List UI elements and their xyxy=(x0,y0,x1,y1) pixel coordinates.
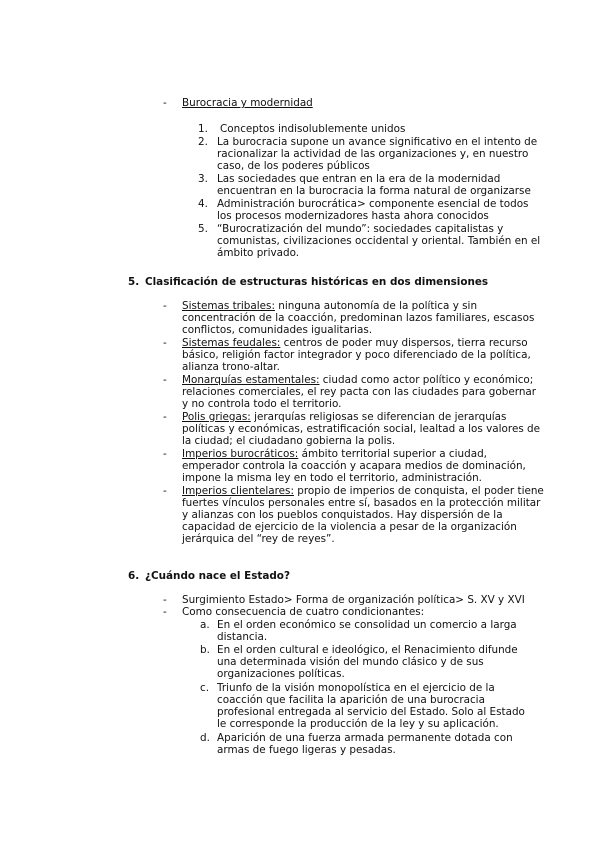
list-letter: c. xyxy=(200,682,210,694)
list-item-text: conflictos, comunidades igualitarias. xyxy=(182,324,373,336)
section-title-estado: ¿Cuándo nace el Estado? xyxy=(145,570,290,582)
list-item-text: “Burocratización del mundo”: sociedades capitalistas y xyxy=(217,223,504,235)
list-item: Monarquías estamentales: ciudad como actor político y económico; xyxy=(182,374,534,386)
list-item-text: la ciudad; el ciudadano gobierna la polis. xyxy=(182,435,396,447)
list-number: 1. xyxy=(198,123,208,135)
list-item: Polis griegas: jerarquías religiosas se diferencian de jerarquías xyxy=(182,411,507,423)
list-number: 4. xyxy=(198,198,208,210)
list-item-text: distancia. xyxy=(217,631,268,643)
list-item-text: básico, religión factor integrador y poco diferenciado de la política, xyxy=(182,349,531,361)
list-item-text: caso, de los poderes públicos xyxy=(217,160,370,172)
list-item-text: Triunfo de la visión monopolística en el ejercicio de la xyxy=(217,682,495,694)
list-item-text: profesional entregada al servicio del Estado. Solo al Estado xyxy=(217,706,525,718)
bullet-dash: - xyxy=(163,485,167,497)
list-letter: d. xyxy=(200,732,210,744)
bullet-dash: - xyxy=(163,300,167,312)
list-item: Sistemas feudales: centros de poder muy dispersos, tierra recurso xyxy=(182,337,528,349)
bullet-dash: - xyxy=(163,594,167,606)
list-item-text: fuertes vínculos personales entre sí, basados en la protección militar xyxy=(182,497,541,509)
list-letter: a. xyxy=(200,619,210,631)
bullet-dash: - xyxy=(163,606,167,618)
bullet-dash: - xyxy=(163,448,167,460)
bullet-dash: - xyxy=(163,374,167,386)
list-letter: b. xyxy=(200,644,210,656)
list-item-text: alianza trono-altar. xyxy=(182,361,280,373)
subheading-burocracia: Burocracia y modernidad xyxy=(182,97,313,109)
list-item-text: En el orden económico se consolidad un comercio a larga xyxy=(217,619,517,631)
list-item-text: En el orden cultural e ideológico, el Renacimiento difunde xyxy=(217,644,518,656)
list-item-text: impone la misma ley en todo el territorio, administración. xyxy=(182,472,482,484)
bullet-dash: - xyxy=(163,97,167,109)
list-item-text: coacción que facilita la aparición de una burocracia xyxy=(217,694,485,706)
list-item-text: y alianzas con los pueblos conquistados. Hay dispersión de la xyxy=(182,509,503,521)
list-number: 2. xyxy=(198,136,208,148)
list-item-text: una determinada visión del mundo clásico y de sus xyxy=(217,656,484,668)
list-item-text: le corresponde la producción de la ley y su aplicación. xyxy=(217,718,499,730)
list-item: Imperios clientelares: propio de imperios de conquista, el poder tiene xyxy=(182,485,544,497)
list-item: Imperios burocráticos: ámbito territorial superior a ciudad, xyxy=(182,448,487,460)
list-item-text: emperador controla la coacción y acapara medios de dominación, xyxy=(182,460,526,472)
section-title-clasificacion: Clasificación de estructuras históricas en dos dimensiones xyxy=(145,276,489,288)
list-item-text: Conceptos indisolublemente unidos xyxy=(220,123,406,135)
section-number: 6. xyxy=(128,570,140,582)
list-item-text: Las sociedades que entran en la era de la modernidad xyxy=(217,173,501,185)
list-item-text: capacidad de ejercicio de la violencia a pesar de la organización xyxy=(182,521,517,533)
list-item-text: relaciones comerciales, el rey pacta con las ciudades para gobernar xyxy=(182,386,537,398)
list-item-text: políticas y económicas, estratificación social, lealtad a los valores de xyxy=(182,423,541,435)
section-number: 5. xyxy=(128,276,140,288)
list-item-text: ámbito privado. xyxy=(217,247,300,259)
list-item-text: Administración burocrática> componente esencial de todos xyxy=(217,198,529,210)
list-item-text: los procesos modernizadores hasta ahora conocidos xyxy=(217,210,489,222)
list-number: 5. xyxy=(198,223,208,235)
list-item-text: encuentran en la burocracia la forma natural de organizarse xyxy=(217,185,531,197)
list-item-text: Surgimiento Estado> Forma de organización política> S. XV y XVI xyxy=(182,594,525,606)
list-item-text: concentración de la coacción, predominan lazos familiares, escasos xyxy=(182,312,535,324)
list-item-text: Como consecuencia de cuatro condicionantes: xyxy=(182,606,425,618)
list-item-text: comunistas, civilizaciones occidental y oriental. También en el xyxy=(217,235,541,247)
list-item-text: racionalizar la actividad de las organizaciones y, en nuestro xyxy=(217,148,529,160)
list-item-text: Aparición de una fuerza armada permanente dotada con xyxy=(217,732,513,744)
bullet-dash: - xyxy=(163,411,167,423)
list-item-text: jerárquica del “rey de reyes”. xyxy=(182,533,335,545)
list-item: Sistemas tribales: ninguna autonomía de la política y sin xyxy=(182,300,478,312)
list-number: 3. xyxy=(198,173,208,185)
list-item-text: y no controla todo el territorio. xyxy=(182,398,342,410)
list-item-text: armas de fuego ligeras y pesadas. xyxy=(217,744,396,756)
list-item-text: organizaciones políticas. xyxy=(217,668,345,680)
bullet-dash: - xyxy=(163,337,167,349)
list-item-text: La burocracia supone un avance significativo en el intento de xyxy=(217,136,538,148)
